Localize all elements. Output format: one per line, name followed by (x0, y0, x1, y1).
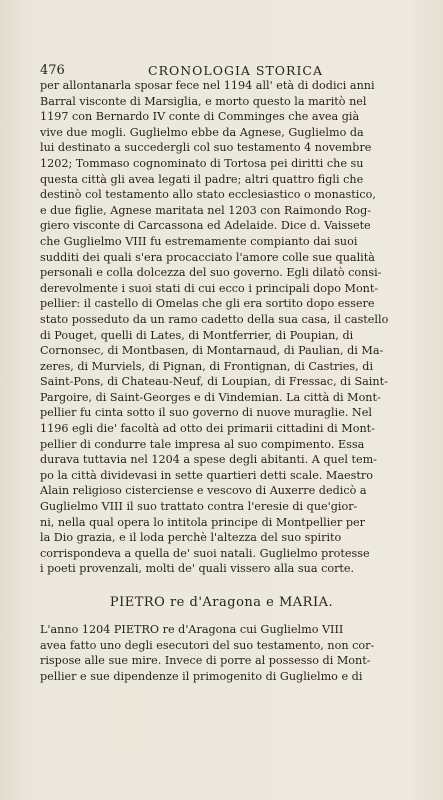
text-line: lui destinato a succedergli col suo testamento 4 novembre (40, 141, 372, 155)
text-line: e due figlie, Agnese maritata nel 1203 con Raimondo Rog- (40, 203, 372, 217)
text-line: vive due mogli. Guglielmo ebbe da Agnese, Guglielmo da (40, 125, 364, 139)
text-line: Pargoire, di Saint-Georges e di Vindemian. La città di Mont- (40, 390, 381, 404)
text-line: pellier e sue dipendenze il primogenito di Guglielmo e di (40, 669, 363, 683)
text-line: di Pouget, quelli di Lates, di Montferrier, di Poupian, di (40, 328, 354, 342)
text-line: la Dio grazia, e il loda perchè l'altezza del suo spirito (40, 531, 342, 545)
text-line: Barral visconte di Marsiglia, e morto questo la maritò nel (40, 94, 367, 108)
text-line: derevolmente i suoi stati di cui ecco i principali dopo Mont- (40, 281, 379, 295)
text-line: 1202; Tommaso cognominato di Tortosa pei diritti che su (40, 156, 364, 170)
text-line: pellier di condurre tale impresa al suo compimento. Essa (40, 437, 365, 451)
page-number: 476 (40, 63, 65, 78)
body-paragraph-1 (40, 78, 422, 577)
text-line: sudditi dei quali s'era procacciato l'amore colle sue qualità (40, 250, 375, 264)
section-heading: PIETRO re d'Aragona e MARIA. (109, 595, 334, 610)
text-line: L'anno 1204 PIETRO re d'Aragona cui Guglielmo VIII (40, 623, 344, 636)
text-line: Alain religioso cisterciense e vescovo di Auxerre dedicò a (40, 484, 367, 498)
text-line: zeres, di Murviels, di Pignan, di Frontignan, di Castries, di (40, 359, 374, 373)
text-line: avea fatto uno degli esecutori del suo testamento, non cor- (40, 638, 375, 652)
text-line: per allontanarla sposar fece nel 1194 all' età di dodici anni (40, 79, 375, 92)
running-title: CRONOLOGIA STORICA (148, 63, 323, 78)
text-line: personali e colla dolcezza del suo governo. Egli dilatò consi- (40, 266, 382, 280)
text-line: 1197 con Bernardo IV conte di Comminges che avea già (40, 110, 360, 124)
text-line: ni, nella qual opera lo intitola principe di Montpellier per (40, 515, 365, 529)
text-line: questa città gli avea legati il padre; altri quattro figli che (40, 172, 364, 186)
body-paragraph-2 (40, 622, 422, 684)
text-line: i poeti provenzali, molti de' quali vissero alla sua corte. (40, 562, 355, 576)
text-line: Cornonsec, di Montbasen, di Montarnaud, di Paulian, di Ma- (40, 344, 384, 358)
text-line: corrispondeva a quella de' suoi natali. Guglielmo protesse (40, 546, 370, 560)
text-line: stato posseduto da un ramo cadetto della sua casa, il castello (40, 312, 389, 326)
text-line: pellier: il castello di Omelas che gli era sortito dopo essere (40, 297, 375, 311)
text-line: Guglielmo VIII il suo trattato contra l'eresie di que'gior- (40, 500, 358, 514)
text-line: rispose alle sue mire. Invece di porre al possesso di Mont- (40, 654, 371, 668)
text-line: po la città dividevasi in sette quartieri detti scale. Maestro (40, 468, 373, 482)
text-line: 1196 egli die' facoltà ad otto dei primarii cittadini di Mont- (40, 422, 375, 436)
text-line: destinò col testamento allo stato ecclesiastico o monastico, (40, 188, 376, 202)
text-line: durava tuttavia nel 1204 a spese degli abitanti. A quel tem- (40, 453, 377, 467)
text-line: Saint-Pons, di Chateau-Neuf, di Loupian, di Fressac, di Saint- (40, 375, 388, 389)
text-line: pellier fu cinta sotto il suo governo di nuove muraglie. Nel (40, 406, 372, 420)
text-line: giero visconte di Carcassona ed Adelaide. Dice d. Vaissete (40, 219, 371, 233)
text-line: che Guglielmo VIII fu estremamente compianto dai suoi (40, 234, 358, 248)
